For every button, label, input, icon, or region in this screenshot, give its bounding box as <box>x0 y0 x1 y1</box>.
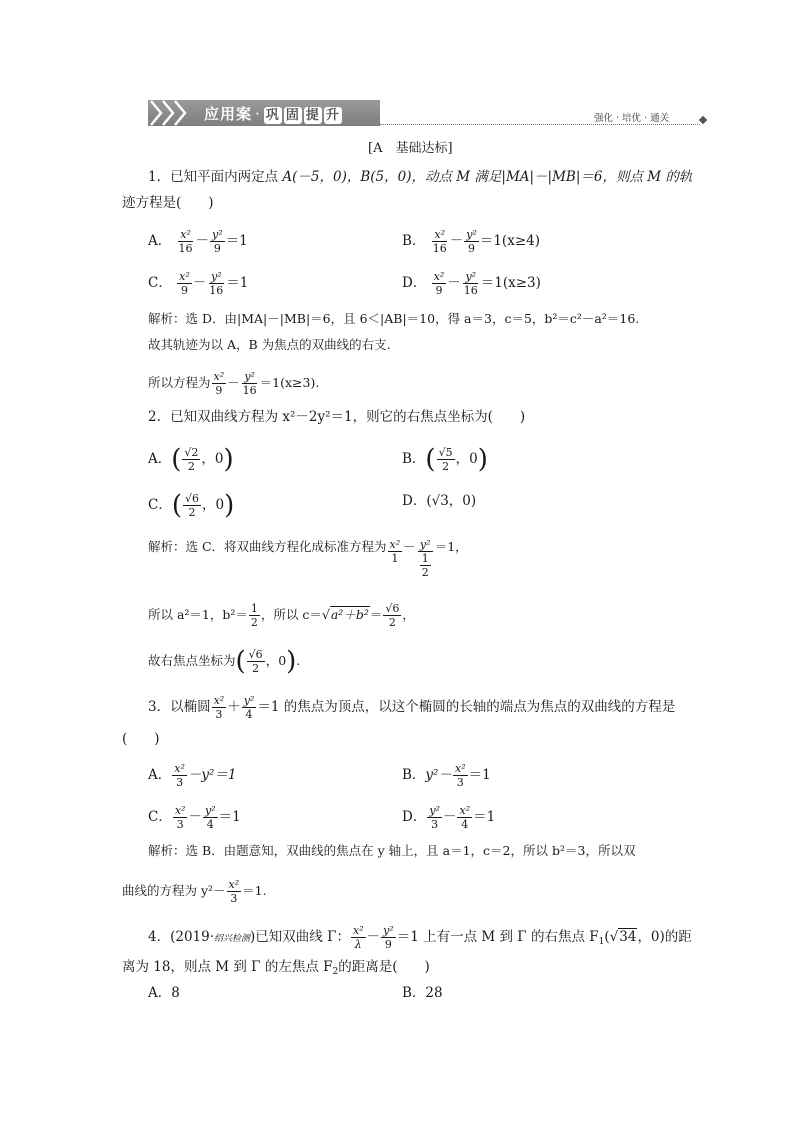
text: ，0 <box>202 497 225 513</box>
q3-option-d <box>402 804 495 831</box>
fraction <box>437 446 455 473</box>
operator: － <box>366 929 381 945</box>
paren: ) <box>223 444 234 475</box>
banner-title-a: 应用案 <box>204 105 253 123</box>
denominator: 2 <box>421 566 429 579</box>
denominator: 1 <box>391 552 399 565</box>
fraction <box>381 924 396 951</box>
numerator: y² <box>429 804 440 817</box>
text: 3．以椭圆 <box>148 699 211 715</box>
denominator: 3 <box>456 776 464 789</box>
fraction <box>351 924 366 951</box>
text: y²－ <box>425 767 452 783</box>
numerator: y² <box>466 228 477 241</box>
fraction <box>427 804 442 831</box>
fraction <box>182 446 200 473</box>
numerator: y² <box>212 228 223 241</box>
q4-stem-line1 <box>148 924 692 951</box>
option-letter: A． <box>148 767 172 783</box>
fraction <box>210 228 225 255</box>
fraction <box>177 270 192 297</box>
numerator: x² <box>389 538 401 551</box>
text: 曲线的方程为 y²－ <box>122 883 226 898</box>
numerator: x² <box>213 694 225 707</box>
denominator: 2 <box>388 616 396 629</box>
text: . <box>296 653 301 668</box>
fraction <box>420 552 431 579</box>
q2-solution-1: 解析：选 C．将双曲线方程化成标准方程为 $\frac{\text{x²}}{1}$ － $\frac{\text{y²}}{\frac{1}{2}}$ ＝1， <box>148 538 468 579</box>
q2-option-d: D．(√3，0) <box>402 493 477 509</box>
denominator: 16 <box>432 242 447 255</box>
fraction <box>242 694 257 721</box>
text: 4．(2019· <box>148 929 215 945</box>
text: ， <box>402 607 415 622</box>
numerator: √2 <box>184 446 199 459</box>
fraction <box>207 270 225 297</box>
banner-char: 巩 <box>265 108 280 123</box>
fraction <box>453 762 468 789</box>
fraction <box>212 694 227 721</box>
denominator: 3 <box>215 708 223 721</box>
q1-option-d: D． $\frac{\text{x²}}{9}$ － $\frac{\text{y²}}{16}$ ＝1(x≥3) <box>402 270 541 297</box>
q2-solution-2 <box>148 602 415 629</box>
numerator: √6 <box>385 602 400 615</box>
numerator: y² <box>243 694 255 707</box>
option-letter: B． <box>402 233 426 249</box>
fraction <box>417 538 434 579</box>
text: ＝1 <box>468 767 491 783</box>
numerator: √5 <box>438 446 453 459</box>
fraction <box>388 538 403 565</box>
section-title: [A 基础达标] <box>368 141 453 156</box>
text: ＝1(x≥3). <box>259 375 320 390</box>
text: 故右焦点坐标为 <box>148 653 236 668</box>
fraction <box>203 804 218 831</box>
header-divider <box>380 124 700 125</box>
text: ，0 <box>201 451 224 467</box>
text: A(－5，0)，B(5，0)，动点 M 满足|MA|－|MB|＝6，则点 M 的轨 <box>282 169 693 185</box>
operator: － <box>442 809 457 825</box>
numerator: 1 <box>250 602 258 615</box>
fraction <box>383 602 401 629</box>
header-tagline: 强化 · 培优 · 通关 <box>594 113 670 124</box>
denominator: 4 <box>245 708 253 721</box>
q4-option-b: B．28 <box>402 985 443 1001</box>
text: 的距离是( ) <box>338 959 430 975</box>
fraction <box>177 228 195 255</box>
text: 所以 a²＝1，b²＝ <box>148 607 248 622</box>
denominator: 9 <box>180 284 188 297</box>
q3-option-a <box>148 762 237 789</box>
denominator: 2 <box>442 460 450 473</box>
numerator: y² <box>244 370 255 383</box>
q1-option-b: B． $\frac{\text{x²}}{16}$ － $\frac{\text{y²}}{9}$ ＝1(x≥4) <box>402 228 540 255</box>
q1-solution-1: 解析：选 D．由|MA|－|MB|＝6，且 6＜|AB|＝10，得 a＝3，c＝5，b²＝c²－a²＝16. <box>148 311 640 326</box>
operator: － <box>188 809 202 825</box>
numerator: x² <box>352 924 364 937</box>
numerator: x² <box>434 228 446 241</box>
numerator: x² <box>179 270 190 283</box>
q2-option-a <box>148 446 234 473</box>
text: ＝ <box>369 607 383 622</box>
denominator: 16 <box>463 284 478 297</box>
rhs: ＝1(x≥4) <box>479 233 540 249</box>
option-letter: C． <box>148 809 172 825</box>
fraction <box>173 804 188 831</box>
denominator: 9 <box>384 938 392 951</box>
denominator: 16 <box>242 384 257 397</box>
text: ，所以 c＝ <box>260 607 322 622</box>
numerator: x² <box>459 804 471 817</box>
text: )已知双曲线 Γ： <box>250 929 350 945</box>
text: ＝1. <box>242 883 267 898</box>
sqrt-sign: √ <box>321 607 330 622</box>
denominator: 16 <box>178 242 193 255</box>
option-letter: B． <box>402 767 426 783</box>
denominator: λ <box>354 938 362 951</box>
numerator: √6 <box>185 492 200 505</box>
q3-solution-2 <box>122 878 267 905</box>
banner-char: 提 <box>305 108 320 123</box>
numerator: x² <box>180 228 191 241</box>
numerator: √6 <box>248 648 263 661</box>
paren: ( <box>171 444 182 475</box>
sqrt-sign: √ <box>609 929 619 945</box>
banner-char: 升 <box>325 108 340 123</box>
text: ＝1 <box>473 809 496 825</box>
rhs: ＝1 <box>226 275 249 291</box>
text: －y²＝1 <box>187 767 237 783</box>
text: ，0 <box>265 653 287 668</box>
denominator: 3 <box>431 818 439 831</box>
operator: ＋ <box>227 699 241 715</box>
q1-option-c: C． $\frac{\text{x²}}{9}$ － $\frac{\text{y²}}{16}$ ＝1 <box>148 270 249 297</box>
denominator: 9 <box>213 242 221 255</box>
banner-dot: · <box>255 105 261 123</box>
q2-option-b <box>402 446 488 473</box>
q1-solution-2: 故其轨迹为以 A，B 为焦点的双曲线的右支. <box>148 337 391 352</box>
denominator: 9 <box>435 284 443 297</box>
fraction <box>462 270 480 297</box>
q4-stem-line2 <box>122 958 430 976</box>
denominator: 16 <box>209 284 224 297</box>
paren: ( <box>425 444 436 475</box>
fraction <box>183 492 201 519</box>
fraction <box>227 878 242 905</box>
denominator: 9 <box>215 384 223 397</box>
paren: ( <box>171 490 182 521</box>
text: ＝1 <box>218 809 241 825</box>
denominator: 3 <box>230 892 238 905</box>
denominator: 2 <box>188 506 196 519</box>
paren: ) <box>286 646 297 677</box>
numerator: x² <box>228 878 240 891</box>
fraction <box>464 228 479 255</box>
text: ，0 <box>455 451 478 467</box>
numerator: x² <box>433 270 445 283</box>
banner-title <box>204 103 344 124</box>
q3-solution-1: 解析：选 B．由题意知，双曲线的焦点在 y 轴上，且 a＝1，c＝2，所以 b²＝3，所以双 <box>148 843 636 858</box>
q3-option-b <box>402 762 491 789</box>
denominator <box>417 552 434 579</box>
source-tag: 绍兴检测 <box>214 934 251 944</box>
paren: ) <box>477 444 488 475</box>
denominator: 4 <box>461 818 469 831</box>
fraction <box>431 228 449 255</box>
q3-option-c <box>148 804 241 831</box>
text: 离为 18，则点 M 到 Γ 的左焦点 F <box>122 959 333 975</box>
q2-option-c <box>148 492 234 519</box>
numerator: x² <box>174 804 186 817</box>
text: 1．已知平面内两定点 <box>148 169 283 185</box>
fraction <box>432 270 447 297</box>
rhs: ＝1 <box>225 233 248 249</box>
numerator: x² <box>454 762 466 775</box>
numerator: y² <box>204 804 216 817</box>
text: 所以方程为 <box>148 375 211 390</box>
fraction <box>172 762 187 789</box>
q1-option-a: A． $\frac{\text{x²}}{16}$ － $\frac{\text{y²}}{9}$ ＝1 <box>148 228 248 255</box>
denominator: 2 <box>252 662 260 675</box>
paren: ( <box>235 646 246 677</box>
rhs: ＝1(x≥3) <box>480 275 541 291</box>
denominator: 2 <box>250 616 258 629</box>
fraction <box>212 370 227 397</box>
paren: ) <box>224 490 235 521</box>
option-letter: A． <box>148 451 172 467</box>
q1-stem-line2: 迹方程是( ) <box>122 195 214 211</box>
subscript: 1 <box>598 937 605 947</box>
text: 解析：选 C．将双曲线方程化成标准方程为 <box>148 539 387 554</box>
denominator: 4 <box>206 818 214 831</box>
numerator: y² <box>419 538 431 551</box>
q2-stem: 2．已知双曲线方程为 x²－2y²＝1，则它的右焦点坐标为( ) <box>148 409 526 425</box>
q1-stem-line1 <box>148 168 692 186</box>
q3-stem-line2: ( ) <box>122 731 160 747</box>
option-letter: D． <box>402 275 427 291</box>
q2-solution-3 <box>148 648 300 675</box>
diamond-icon <box>699 116 707 124</box>
denominator: 3 <box>176 776 184 789</box>
chevron-icon <box>172 100 188 126</box>
option-letter: A． <box>148 233 172 249</box>
q4-option-a: A．8 <box>148 985 180 1001</box>
denominator: 3 <box>176 818 184 831</box>
text: ＝1 上有一点 M 到 Γ 的右焦点 F <box>396 929 599 945</box>
radicand: 34 <box>619 929 637 945</box>
q1-solution-3: 所以方程为 $\frac{\text{x²}}{9}$ － $\frac{\text{y²}}{16}$ ＝1(x≥3). <box>148 370 320 397</box>
text: ，0)的距 <box>637 929 692 945</box>
text: ＝1 的焦点为顶点，以这个椭圆的长轴的端点为焦点的双曲线的方程是 <box>257 699 676 715</box>
numerator: y² <box>465 270 477 283</box>
option-letter: D． <box>402 809 427 825</box>
option-letter: B． <box>402 451 426 467</box>
fraction <box>247 648 265 675</box>
text: ( <box>604 929 610 945</box>
option-letter: C． <box>148 275 172 291</box>
radicand: a²＋b² <box>330 607 369 622</box>
denominator: 2 <box>187 460 195 473</box>
fraction <box>249 602 260 629</box>
header-banner <box>148 100 380 126</box>
numerator: y² <box>383 924 394 937</box>
fraction <box>457 804 472 831</box>
banner-char: 固 <box>285 108 300 123</box>
subscript: 2 <box>332 967 339 977</box>
q3-stem-line1 <box>148 694 675 721</box>
numerator: 1 <box>421 552 429 565</box>
denominator: 9 <box>468 242 476 255</box>
numerator: x² <box>174 762 185 775</box>
text: ＝1， <box>434 539 468 554</box>
fraction <box>241 370 259 397</box>
numerator: x² <box>213 370 225 383</box>
numerator: y² <box>210 270 222 283</box>
option-letter: C． <box>148 497 172 513</box>
